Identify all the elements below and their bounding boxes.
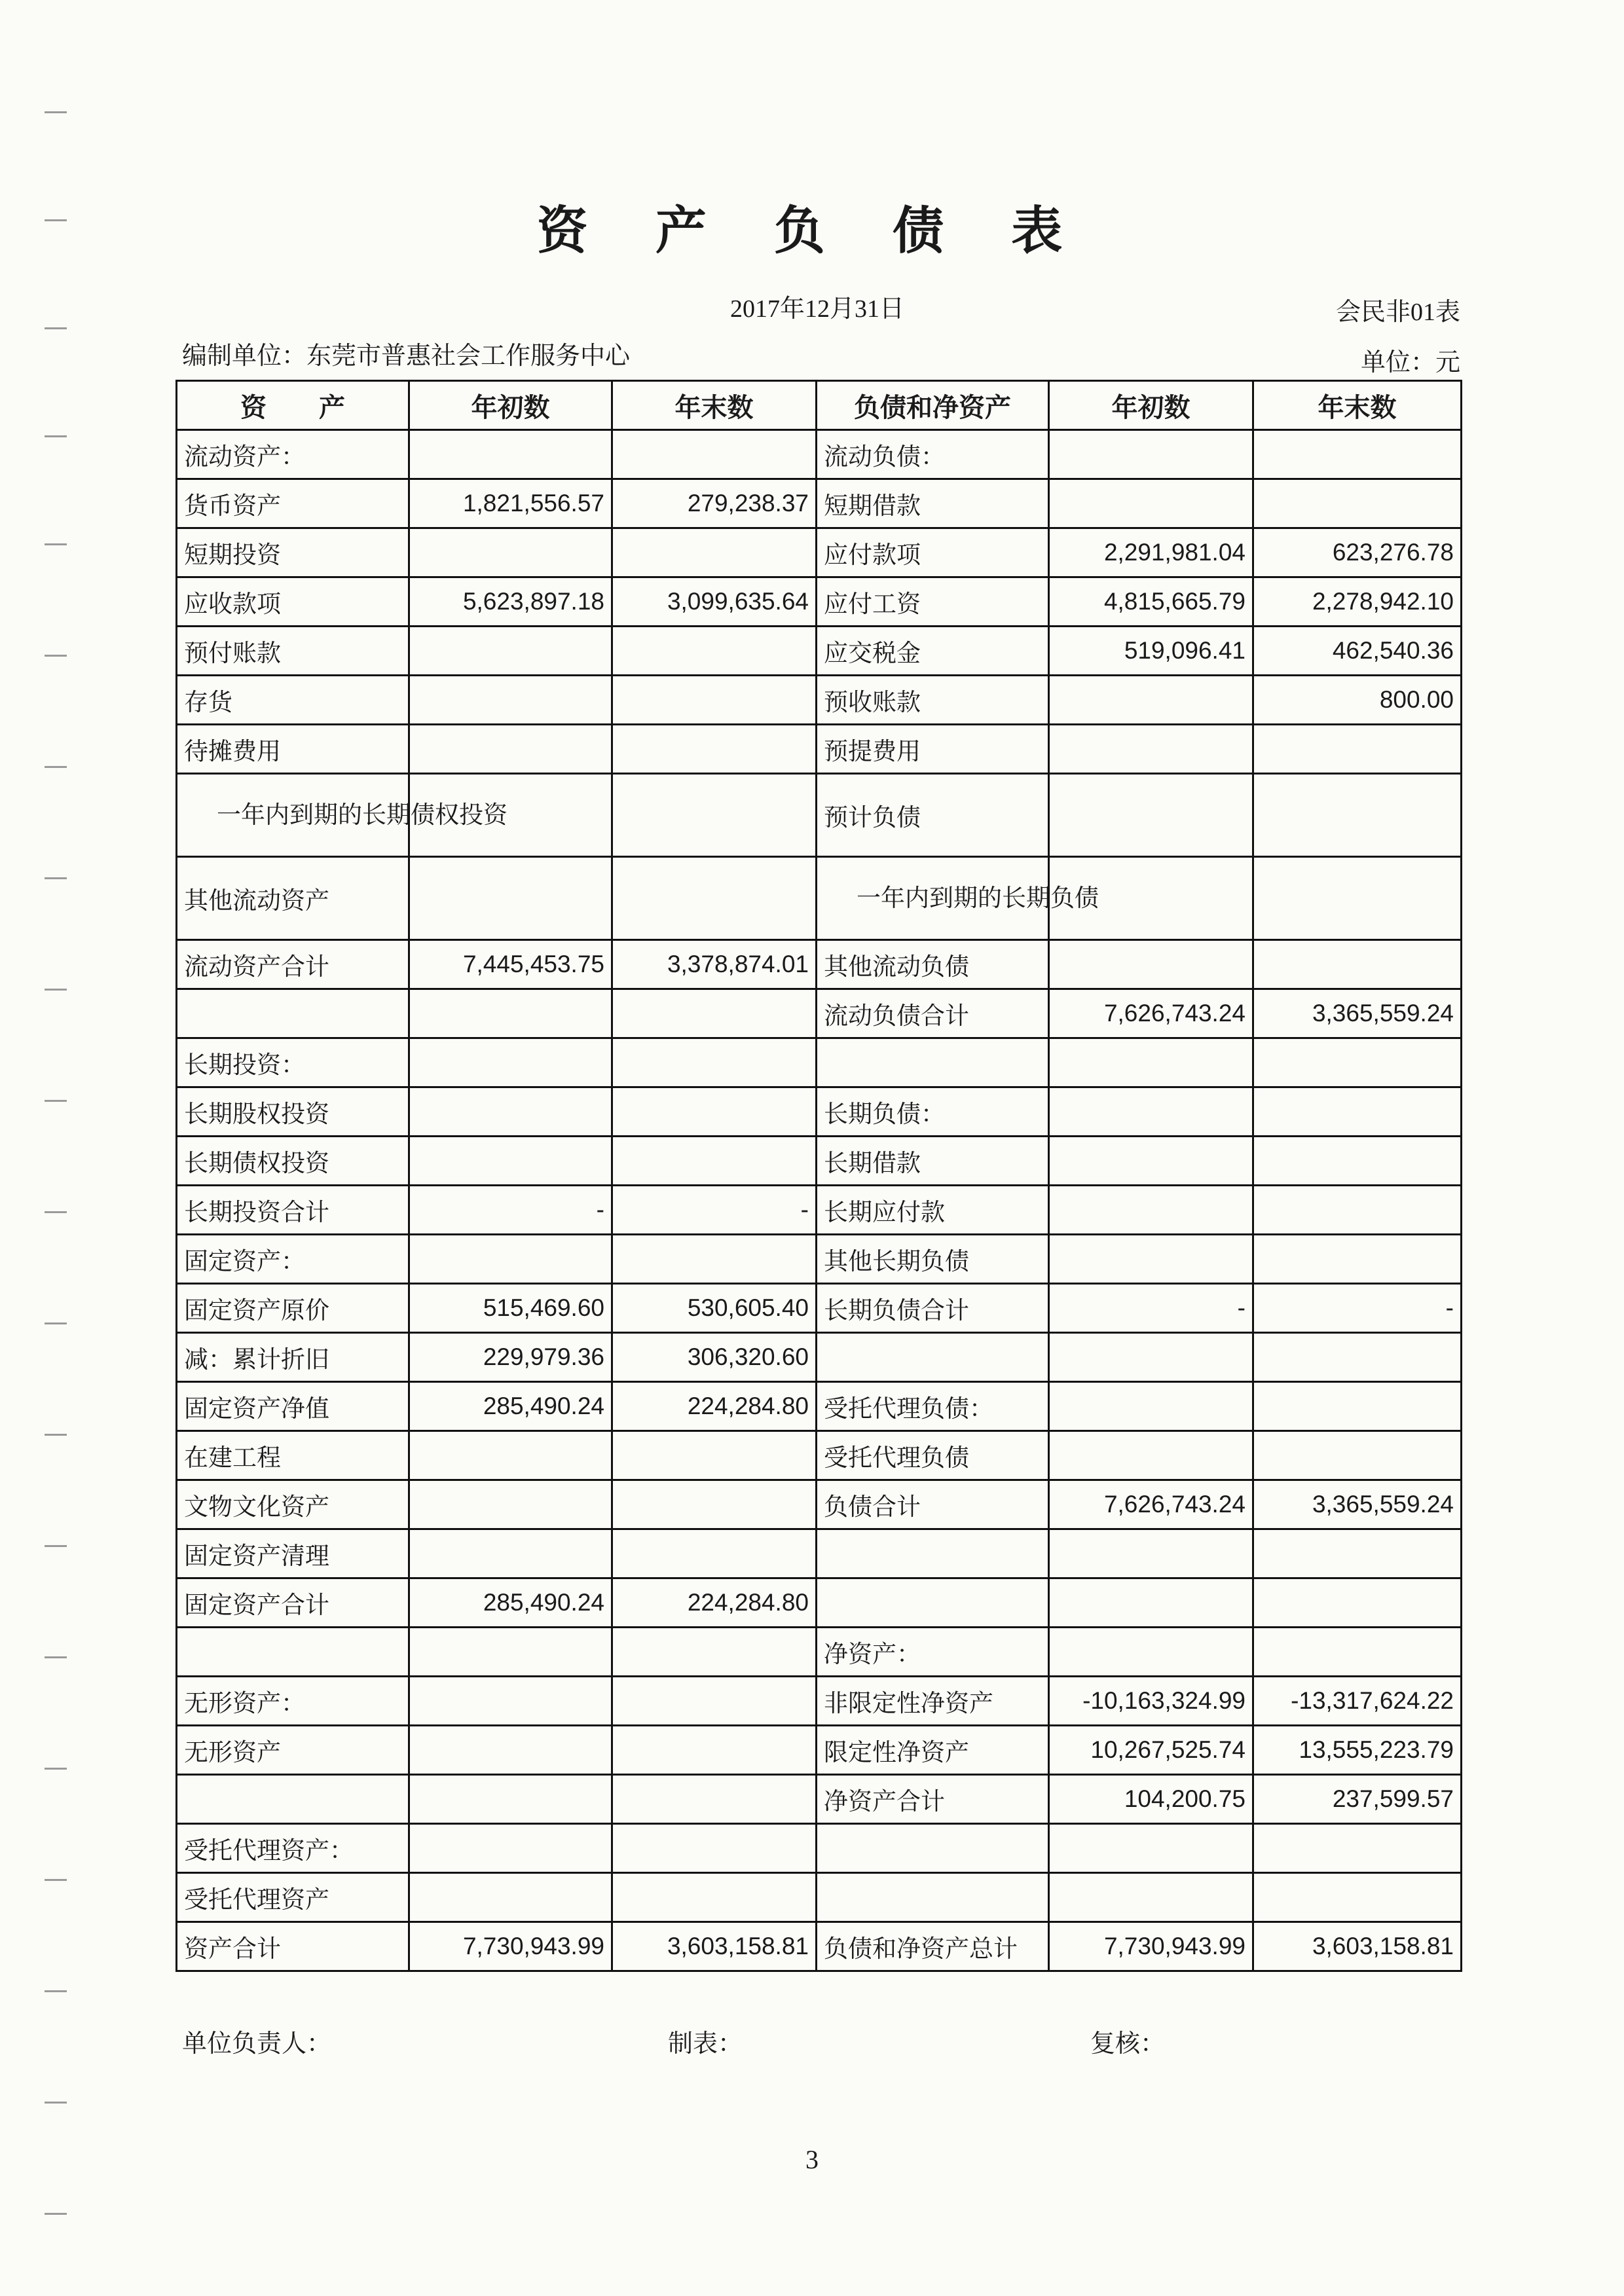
margin-mark [45, 2102, 67, 2104]
table-header-row [177, 381, 1462, 430]
asset-begin [409, 528, 612, 577]
liability-begin [1049, 676, 1253, 725]
header-asset-begin: 年初数 [409, 381, 612, 430]
margin-mark [45, 1768, 67, 1770]
liability-label [817, 1824, 1049, 1873]
margin-mark [45, 2213, 67, 2215]
page-number: 3 [805, 2145, 819, 2174]
liability-begin [1049, 1431, 1253, 1480]
asset-begin [409, 1087, 612, 1137]
table-row [177, 940, 1462, 989]
asset-end [612, 989, 817, 1038]
asset-end: - [612, 1186, 817, 1235]
liability-begin [1049, 1235, 1253, 1284]
asset-begin [409, 1038, 612, 1087]
table-row [177, 1775, 1462, 1824]
liability-end [1253, 1087, 1462, 1137]
liability-label: 非限定性净资产 [817, 1677, 1049, 1726]
asset-label: 无形资产： [177, 1677, 409, 1726]
asset-begin: 229,979.36 [409, 1333, 612, 1382]
asset-end [612, 1628, 817, 1677]
liability-label [817, 1529, 1049, 1578]
currency-unit: 单位：元 [1360, 348, 1460, 376]
table-row [177, 1677, 1462, 1726]
liability-label: 受托代理负债 [817, 1431, 1049, 1480]
asset-label: 应收款项 [177, 577, 409, 627]
liability-label: 应付款项 [817, 528, 1049, 577]
liability-begin [1049, 479, 1253, 528]
liability-label: 负债和净资产总计 [817, 1922, 1049, 1971]
table-row [177, 1186, 1462, 1235]
asset-begin [409, 1529, 612, 1578]
table-row [177, 1873, 1462, 1922]
header-liability: 负债和净资产 [817, 381, 1049, 430]
margin-mark [45, 111, 67, 113]
liability-label: 限定性净资产 [817, 1726, 1049, 1775]
asset-begin [409, 725, 612, 774]
asset-label: 货币资产 [177, 479, 409, 528]
asset-end [612, 528, 817, 577]
table-row [177, 989, 1462, 1038]
asset-label: 无形资产 [177, 1726, 409, 1775]
liability-label: 流动负债合计 [817, 989, 1049, 1038]
margin-mark [45, 766, 67, 768]
asset-label: 减：累计折旧 [177, 1333, 409, 1382]
liability-end [1253, 857, 1462, 940]
liability-begin: - [1049, 1284, 1253, 1333]
asset-label: 固定资产清理 [177, 1529, 409, 1578]
liability-label: 预收账款 [817, 676, 1049, 725]
liability-begin: 104,200.75 [1049, 1775, 1253, 1824]
margin-mark [45, 1434, 67, 1436]
asset-begin: 285,490.24 [409, 1382, 612, 1431]
asset-end [612, 1677, 817, 1726]
table-row [177, 1628, 1462, 1677]
liability-begin [1049, 725, 1253, 774]
table-row [177, 1137, 1462, 1186]
asset-begin [409, 857, 612, 940]
margin-mark [45, 1879, 67, 1881]
table-row [177, 1529, 1462, 1578]
asset-begin [409, 1235, 612, 1284]
table-row [177, 1431, 1462, 1480]
liability-begin: -10,163,324.99 [1049, 1677, 1253, 1726]
asset-begin [409, 1726, 612, 1775]
asset-end [612, 1480, 817, 1529]
table-row [177, 1824, 1462, 1873]
liability-label: 长期应付款 [817, 1186, 1049, 1235]
liability-begin: 7,626,743.24 [1049, 1480, 1253, 1529]
margin-mark [45, 1545, 67, 1547]
asset-end [612, 725, 817, 774]
asset-label: 一年内到期的长期债权投资 [177, 774, 409, 857]
liability-label: 其他长期负债 [817, 1235, 1049, 1284]
liability-begin: 4,815,665.79 [1049, 577, 1253, 627]
asset-end [612, 1726, 817, 1775]
table-row [177, 1726, 1462, 1775]
liability-label [817, 1333, 1049, 1382]
liability-begin: 2,291,981.04 [1049, 528, 1253, 577]
margin-mark [45, 877, 67, 879]
liability-end [1253, 1038, 1462, 1087]
liability-end: - [1253, 1284, 1462, 1333]
liability-begin [1049, 1578, 1253, 1628]
table-row [177, 1235, 1462, 1284]
asset-end [612, 430, 817, 479]
asset-label: 长期债权投资 [177, 1137, 409, 1186]
liability-end: 800.00 [1253, 676, 1462, 725]
liability-label: 负债合计 [817, 1480, 1049, 1529]
liability-end [1253, 1333, 1462, 1382]
asset-end: 224,284.80 [612, 1578, 817, 1628]
margin-mark [45, 1100, 67, 1102]
table-row [177, 528, 1462, 577]
liability-end [1253, 1529, 1462, 1578]
liability-end [1253, 1628, 1462, 1677]
table-row [177, 1284, 1462, 1333]
liability-label [817, 1038, 1049, 1087]
margin-mark [45, 1990, 67, 1992]
table-row [177, 627, 1462, 676]
asset-begin: 515,469.60 [409, 1284, 612, 1333]
asset-label: 固定资产净值 [177, 1382, 409, 1431]
asset-begin [409, 1873, 612, 1922]
asset-label: 受托代理资产： [177, 1824, 409, 1873]
asset-end: 224,284.80 [612, 1382, 817, 1431]
asset-begin: 5,623,897.18 [409, 577, 612, 627]
liability-end [1253, 1873, 1462, 1922]
asset-label: 资产合计 [177, 1922, 409, 1971]
liability-end [1253, 1186, 1462, 1235]
header-liability-end: 年末数 [1253, 381, 1462, 430]
margin-mark [45, 1211, 67, 1213]
asset-begin [409, 1431, 612, 1480]
liability-end: 3,365,559.24 [1253, 1480, 1462, 1529]
margin-mark [45, 435, 67, 437]
liability-end: 623,276.78 [1253, 528, 1462, 577]
margin-mark [45, 327, 67, 329]
liability-label: 应交税金 [817, 627, 1049, 676]
liability-end: 3,365,559.24 [1253, 989, 1462, 1038]
margin-mark [45, 543, 67, 545]
asset-begin: 285,490.24 [409, 1578, 612, 1628]
table-row [177, 577, 1462, 627]
liability-end [1253, 1431, 1462, 1480]
liability-begin [1049, 1333, 1253, 1382]
liability-label: 预计负债 [817, 774, 1049, 857]
asset-label: 流动资产： [177, 430, 409, 479]
asset-label: 固定资产： [177, 1235, 409, 1284]
liability-label: 长期负债： [817, 1087, 1049, 1137]
table-row [177, 1087, 1462, 1137]
asset-label: 受托代理资产 [177, 1873, 409, 1922]
liability-end [1253, 479, 1462, 528]
table-row [177, 1578, 1462, 1628]
table-row [177, 1038, 1462, 1087]
asset-end [612, 1038, 817, 1087]
liability-end: 462,540.36 [1253, 627, 1462, 676]
liability-begin [1049, 940, 1253, 989]
asset-end [612, 1873, 817, 1922]
liability-end: 3,603,158.81 [1253, 1922, 1462, 1971]
preparer-signature-label: 制表： [668, 2029, 743, 2058]
asset-end: 3,099,635.64 [612, 577, 817, 627]
asset-label: 其他流动资产 [177, 857, 409, 940]
liability-label: 净资产： [817, 1628, 1049, 1677]
asset-end [612, 1529, 817, 1578]
margin-mark [45, 655, 67, 657]
asset-label [177, 1775, 409, 1824]
report-date: 2017年12月31日 [730, 295, 905, 323]
table-row [177, 1382, 1462, 1431]
asset-label [177, 989, 409, 1038]
table-row [177, 676, 1462, 725]
asset-label: 长期股权投资 [177, 1087, 409, 1137]
asset-label: 在建工程 [177, 1431, 409, 1480]
document-title: 资 产 负 债 表 [536, 201, 1088, 261]
asset-end: 530,605.40 [612, 1284, 817, 1333]
asset-begin [409, 1480, 612, 1529]
margin-mark [45, 1656, 67, 1658]
asset-end [612, 857, 817, 940]
liability-begin [1049, 430, 1253, 479]
liability-begin [1049, 1873, 1253, 1922]
liability-label: 一年内到期的长期负债 [817, 857, 1049, 940]
asset-begin [409, 1677, 612, 1726]
margin-mark [45, 1322, 67, 1324]
liability-end [1253, 725, 1462, 774]
table-row [177, 430, 1462, 479]
asset-label: 短期投资 [177, 528, 409, 577]
asset-begin [409, 1137, 612, 1186]
asset-begin [409, 1628, 612, 1677]
liability-end [1253, 430, 1462, 479]
liability-begin [1049, 1529, 1253, 1578]
liability-begin: 519,096.41 [1049, 627, 1253, 676]
liability-begin: 7,730,943.99 [1049, 1922, 1253, 1971]
asset-label: 固定资产原价 [177, 1284, 409, 1333]
liability-begin [1049, 1137, 1253, 1186]
liability-begin [1049, 1382, 1253, 1431]
asset-label: 预付账款 [177, 627, 409, 676]
liability-label: 净资产合计 [817, 1775, 1049, 1824]
liability-begin [1049, 1186, 1253, 1235]
asset-end [612, 676, 817, 725]
asset-end [612, 1087, 817, 1137]
liability-end: -13,317,624.22 [1253, 1677, 1462, 1726]
liability-end [1253, 1137, 1462, 1186]
liability-label: 短期借款 [817, 479, 1049, 528]
liability-label: 其他流动负债 [817, 940, 1049, 989]
margin-mark [45, 989, 67, 991]
asset-end [612, 1824, 817, 1873]
liability-label: 受托代理负债： [817, 1382, 1049, 1431]
table-row [177, 479, 1462, 528]
liability-label: 长期负债合计 [817, 1284, 1049, 1333]
liability-begin [1049, 774, 1253, 857]
asset-end: 306,320.60 [612, 1333, 817, 1382]
liability-label: 应付工资 [817, 577, 1049, 627]
liability-begin [1049, 1628, 1253, 1677]
asset-label: 存货 [177, 676, 409, 725]
liability-end [1253, 774, 1462, 857]
asset-begin [409, 430, 612, 479]
liability-end [1253, 1235, 1462, 1284]
liability-end: 2,278,942.10 [1253, 577, 1462, 627]
asset-label: 文物文化资产 [177, 1480, 409, 1529]
liability-end: 237,599.57 [1253, 1775, 1462, 1824]
asset-end [612, 1235, 817, 1284]
table-row [177, 1480, 1462, 1529]
table-row [177, 1333, 1462, 1382]
asset-end [612, 1137, 817, 1186]
asset-label: 待摊费用 [177, 725, 409, 774]
liability-end [1253, 1382, 1462, 1431]
liability-end: 13,555,223.79 [1253, 1726, 1462, 1775]
header-asset: 资 产 [177, 381, 409, 430]
table-row [177, 857, 1462, 940]
reviewer-signature-label: 复核： [1090, 2029, 1166, 2058]
table-row [177, 1922, 1462, 1971]
liability-label: 预提费用 [817, 725, 1049, 774]
liability-label [817, 1873, 1049, 1922]
asset-label: 长期投资： [177, 1038, 409, 1087]
liability-label: 流动负债： [817, 430, 1049, 479]
asset-end: 279,238.37 [612, 479, 817, 528]
liability-end [1253, 1824, 1462, 1873]
asset-label: 流动资产合计 [177, 940, 409, 989]
asset-end: 3,603,158.81 [612, 1922, 817, 1971]
asset-begin [409, 627, 612, 676]
asset-end [612, 774, 817, 857]
asset-begin: 7,730,943.99 [409, 1922, 612, 1971]
asset-label: 固定资产合计 [177, 1578, 409, 1628]
asset-end [612, 1775, 817, 1824]
liability-label: 长期借款 [817, 1137, 1049, 1186]
asset-end: 3,378,874.01 [612, 940, 817, 989]
asset-begin [409, 989, 612, 1038]
asset-end [612, 627, 817, 676]
liability-begin: 10,267,525.74 [1049, 1726, 1253, 1775]
asset-end [612, 1431, 817, 1480]
asset-begin [409, 1824, 612, 1873]
table-row [177, 725, 1462, 774]
asset-begin: - [409, 1186, 612, 1235]
asset-begin [409, 676, 612, 725]
asset-label: 长期投资合计 [177, 1186, 409, 1235]
liability-begin [1049, 1824, 1253, 1873]
asset-label [177, 1628, 409, 1677]
asset-begin: 1,821,556.57 [409, 479, 612, 528]
liability-end [1253, 940, 1462, 989]
table-row [177, 774, 1462, 857]
balance-sheet-table [175, 380, 1462, 1972]
asset-begin: 7,445,453.75 [409, 940, 612, 989]
principal-signature-label: 单位负责人： [182, 2029, 332, 2058]
header-asset-end: 年末数 [612, 381, 817, 430]
liability-label [817, 1578, 1049, 1628]
header-liability-begin: 年初数 [1049, 381, 1253, 430]
liability-end [1253, 1578, 1462, 1628]
liability-begin: 7,626,743.24 [1049, 989, 1253, 1038]
liability-begin [1049, 1038, 1253, 1087]
asset-begin [409, 1775, 612, 1824]
org-name: 编制单位：东莞市普惠社会工作服务中心 [182, 341, 631, 370]
liability-begin [1049, 1087, 1253, 1137]
form-code: 会民非01表 [1335, 299, 1460, 326]
